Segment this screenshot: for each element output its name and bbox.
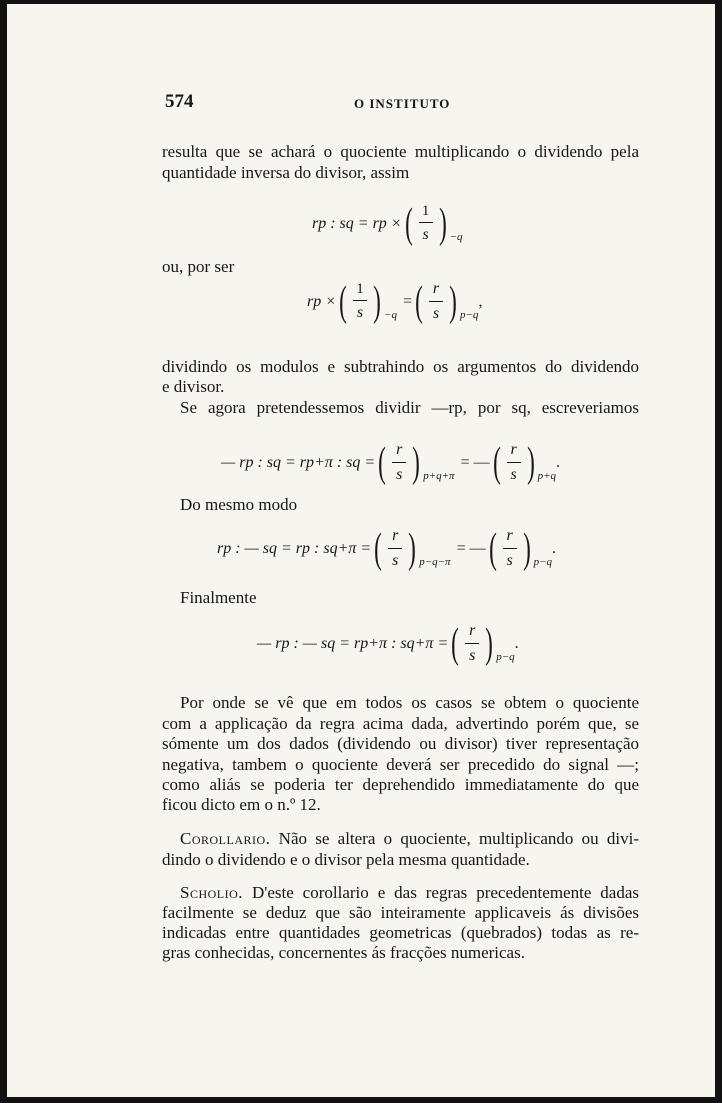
finalmente: Finalmente [180,588,257,607]
equation-4 [217,527,556,570]
eq3-lhs: — rp : sq = rp+π : sq = [221,453,376,471]
eq2-open-paren-1: ( [339,278,347,325]
eq2-fraction-2 [426,280,446,323]
eq3-period: . [556,453,561,471]
eq2-numerator-1: 1 [356,280,364,297]
eq4-subscript-2: p−q [533,556,553,568]
eq3-open-paren-1: ( [378,439,387,486]
eq3-fraction-2 [504,441,524,484]
eq5-lhs: — rp : — sq = rp+π : sq+π = [257,634,449,652]
eq4-fraction-bar-2 [503,548,517,549]
page-number: 574 [165,91,194,112]
eq5-subscript: p−q [496,651,515,663]
eq3-middle: = — [460,453,490,471]
eq2-open-paren-2: ( [415,278,423,325]
intro-line-2: quantidade inversa do divisor, assim [162,163,410,182]
eq5-period: . [514,634,519,652]
eq3-numerator-2: r [510,441,517,458]
equation-5 [257,622,519,665]
eq2-fraction-1 [350,282,370,322]
eq2-denominator-1: s [356,303,364,321]
scholio-label: Scholio. [180,883,244,902]
ou-por-ser: ou, por ser [162,257,235,276]
eq1-close-paren: ) [438,201,447,247]
eq5-numerator: r [469,622,476,639]
eq1-subscript: −q [449,231,463,243]
eq5-open-paren: ( [451,620,460,667]
equation-3 [221,441,560,484]
eq4-denominator-2: s [506,552,513,569]
eq3-denominator-1: s [396,466,403,483]
eq3-open-paren-2: ( [492,439,501,486]
por-onde-line-2: com a applicação da regra acima dada, advertindo porém que, se [162,714,639,733]
por-onde-line-3: sómente um dos dados (dividendo ou divisor) tiver representação [162,734,639,753]
eq4-fraction-bar-1 [388,548,402,549]
eq2-equals: = [402,292,412,310]
eq3-fraction-bar-1 [392,462,406,463]
dividindo-line-1: dividindo os modulos e subtrahindo os argumentos do dividendo [162,357,639,376]
por-onde-line-4: negativa, tambem o quociente deverá ser precedido do signal —; [162,755,639,774]
eq2-subscript-2: p−q [460,309,479,321]
scholio-line-2: facilmente se deduz que são inteiramente applicaveis ás divisões [162,903,639,922]
eq4-middle: = — [456,539,486,557]
eq3-fraction-1 [389,441,409,484]
eq1-fraction-bar [419,222,433,223]
eq4-numerator-1: r [392,527,399,544]
eq2-denominator-2: s [432,305,440,322]
eq2-comma: , [478,292,483,310]
eq4-fraction-1 [385,527,405,570]
eq2-lhs: rp × [307,292,337,310]
eq2-numerator-2: r [432,280,440,297]
por-onde-line-1: Por onde se vê que em todos os casos se obtem o quociente [180,693,639,712]
eq3-close-paren-1: ) [412,439,421,486]
do-mesmo-modo: Do mesmo modo [180,495,298,514]
eq4-close-paren-2: ) [522,525,531,572]
scholio-line-3: indicadas entre quantidades geometricas (quebrados) todas as re- [162,923,639,942]
corollario-text-1: Não se altera o quociente, multiplicando ou divi- [278,829,639,848]
eq2-fraction-bar-2 [429,301,443,302]
eq4-open-paren-1: ( [374,525,383,572]
eq1-fraction [416,204,436,244]
eq3-subscript-1: p+q+π [423,470,455,482]
book-page [7,4,715,1097]
eq2-close-paren-2: ) [449,278,457,325]
eq4-lhs: rp : — sq = rp : sq+π = [217,539,372,557]
eq3-fraction-bar-2 [507,462,521,463]
eq3-denominator-2: s [510,466,517,483]
eq1-lhs: rp : sq = rp × [312,215,402,232]
eq4-fraction-2 [500,527,520,570]
eq4-denominator-1: s [392,552,399,569]
por-onde-line-6: ficou dicto em o n.º 12. [162,795,321,814]
eq3-subscript-2: p+q [537,470,557,482]
eq2-close-paren-1: ) [373,278,381,325]
eq2-subscript-1: −q [384,309,397,321]
se-agora-line: Se agora pretendessemos dividir —rp, por sq, escreveriamos [180,398,639,417]
intro-line-1: resulta que se achará o quociente multiplicando o dividendo pela [162,142,639,161]
eq5-fraction [462,622,482,665]
eq2-fraction-bar-1 [353,300,367,301]
scholio-line-1 [180,882,639,903]
scholio-line-4: gras conhecidas, concernentes ás fracções numericas. [162,943,525,962]
eq1-open-paren: ( [404,201,413,247]
corollario-line-2: dindo o dividendo e o divisor pela mesma quantidade. [162,850,530,869]
eq5-close-paren: ) [485,620,494,667]
eq1-denominator: s [422,226,429,243]
corollario-line-1 [180,828,639,849]
eq5-fraction-bar [465,643,479,644]
eq4-subscript-1: p−q−π [419,556,451,568]
dividindo-line-2: e divisor. [162,377,225,396]
eq3-close-paren-2: ) [526,439,535,486]
equation-2 [307,280,482,323]
running-title: O INSTITUTO [354,96,451,111]
eq3-numerator-1: r [396,441,403,458]
equation-1 [312,203,463,245]
eq5-denominator: s [469,647,476,664]
eq4-close-paren-1: ) [408,525,417,572]
eq1-numerator: 1 [421,203,430,219]
por-onde-line-5: como aliás se poderia ter deprehendido immediatamente do que [162,775,639,794]
eq4-open-paren-2: ( [488,525,497,572]
scholio-text-1: D'este corollario e das regras precedentemente dadas [251,883,639,902]
eq4-period: . [552,539,557,557]
eq4-numerator-2: r [506,527,513,544]
corollario-label: Corollario. [180,829,271,848]
